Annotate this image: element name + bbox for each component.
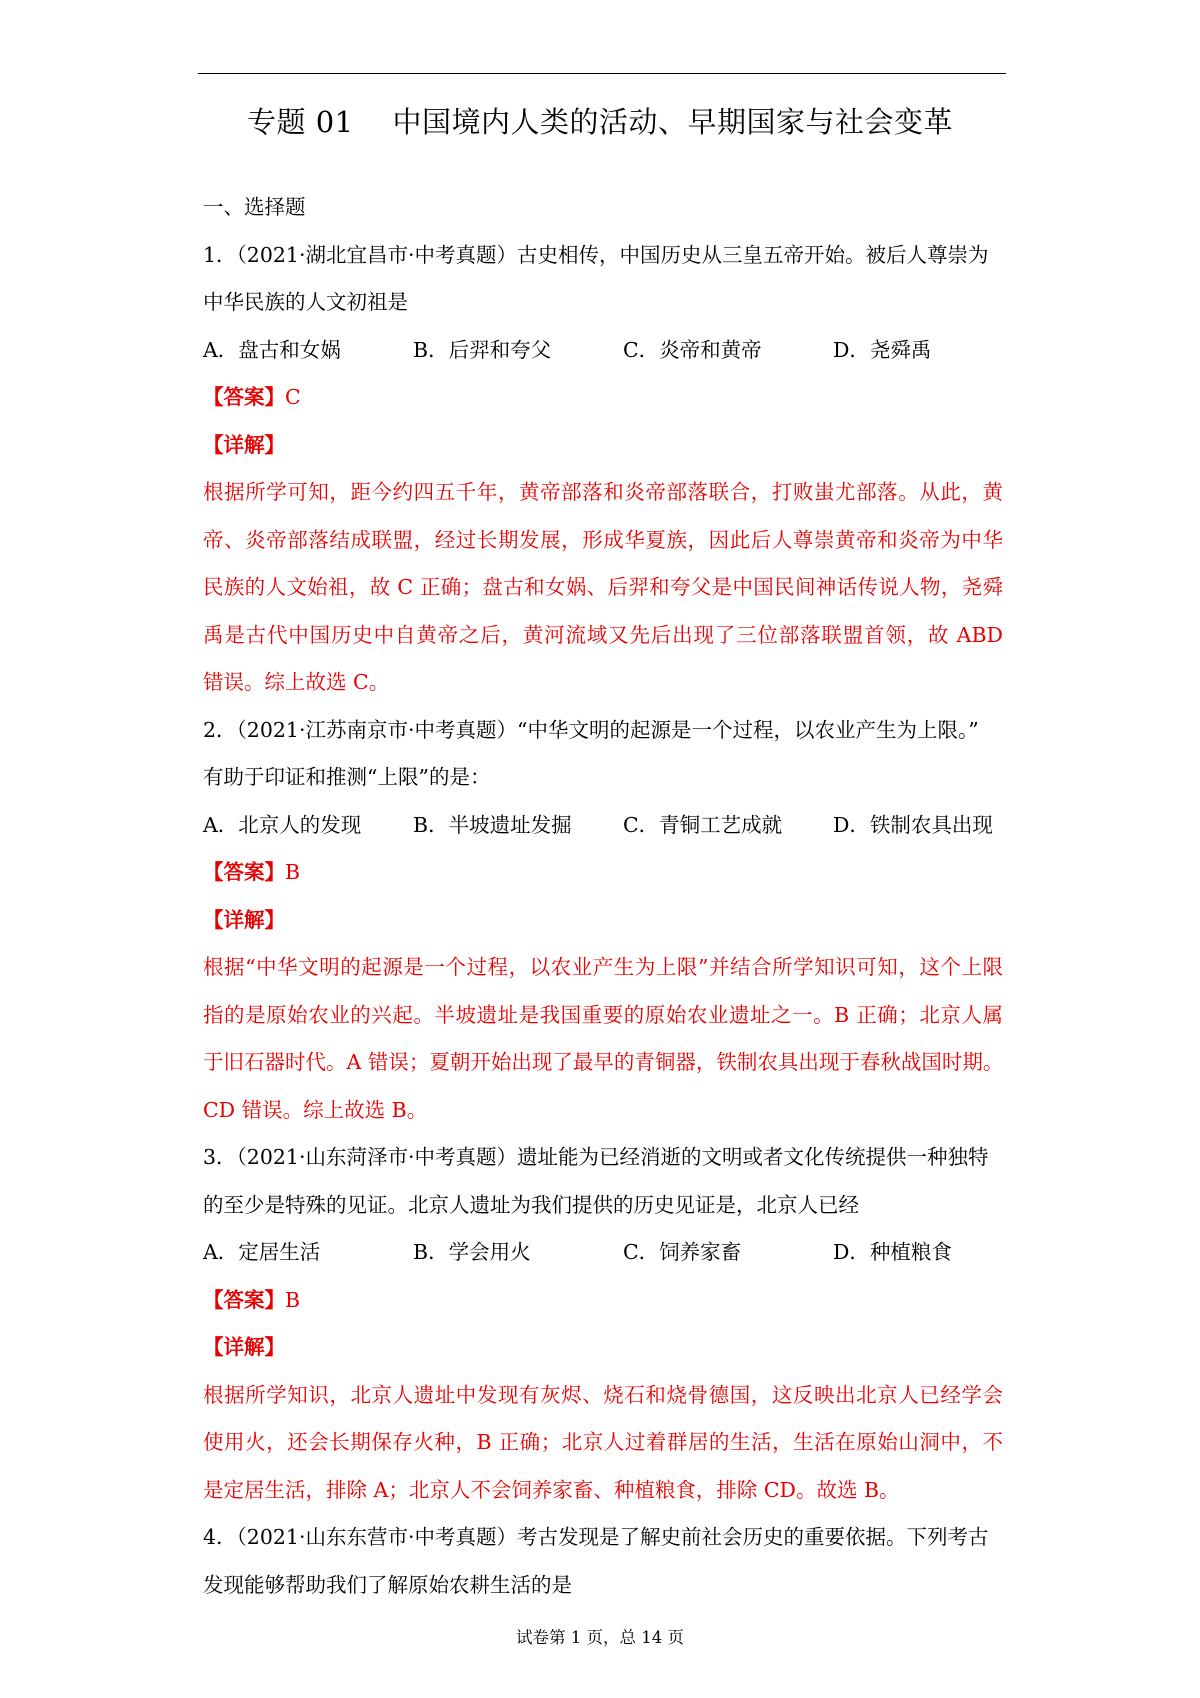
explanation-line: 于旧石器时代。A 错误；夏朝开始出现了最早的青铜器，铁制农具出现于春秋战国时期。: [203, 1050, 1004, 1074]
answer-options: [203, 327, 1003, 375]
page-footer: 试卷第 1 页，总 14 页: [516, 1628, 684, 1647]
option-d: D．种植粮食: [833, 1240, 952, 1264]
answer-line: [203, 849, 1003, 897]
option-d: D．铁制农具出现: [833, 812, 993, 837]
answer-value: B: [285, 860, 301, 884]
question-stem-line: 1．（2021·湖北宜昌市·中考真题）古史相传，中国历史从三皇五帝开始。被后人尊崇为: [203, 242, 989, 267]
detail-label: 【详解】: [203, 432, 285, 457]
option-c: C．饲养家畜: [623, 1240, 742, 1264]
answer-label: 【答案】: [203, 385, 285, 409]
answer-line: [203, 374, 1003, 422]
answer-label: 【答案】: [203, 860, 285, 884]
document-body: [203, 184, 1003, 1609]
option-c: C．青铜工艺成就: [623, 812, 783, 837]
option-d: D．尧舜禹: [833, 337, 932, 362]
explanation-line: 错误。综上故选 C。: [203, 670, 390, 694]
answer-value: B: [285, 1287, 301, 1312]
question-stem-line: 发现能够帮助我们了解原始农耕生活的是: [203, 1572, 572, 1597]
answer-options: [203, 802, 1003, 850]
detail-label: 【详解】: [203, 1335, 285, 1359]
option-b: B．半坡遗址发掘: [413, 812, 572, 837]
question-stem-line: 2．（2021·江苏南京市·中考真题）“中华文明的起源是一个过程，以农业产生为上限。”: [203, 717, 979, 742]
explanation-line: 指的是原始农业的兴起。半坡遗址是我国重要的原始农业遗址之一。B 正确；北京人属: [203, 1002, 1003, 1027]
option-a: A．北京人的发现: [203, 812, 362, 837]
explanation-line: 帝、炎帝部落结成联盟，经过长期发展，形成华夏族，因此后人尊崇黄帝和炎帝为中华: [203, 527, 1003, 552]
option-b: B．学会用火: [413, 1240, 531, 1264]
answer-value: C: [285, 385, 301, 409]
option-b: B．后羿和夸父: [413, 337, 552, 362]
question-2: [203, 707, 1003, 1135]
answer-options: [203, 1229, 1003, 1277]
explanation-line: 民族的人文始祖，故 C 正确；盘古和女娲、后羿和夸父是中国民间神话传说人物，尧舜: [203, 575, 1003, 599]
question-stem-line: 有助于印证和推测“上限”的是：: [203, 765, 491, 789]
question-stem-line: 中华民族的人文初祖是: [203, 290, 408, 314]
question-4: [203, 1514, 1003, 1609]
explanation-line: CD 错误。综上故选 B。: [203, 1097, 428, 1122]
option-a: A．定居生活: [203, 1240, 321, 1264]
explanation-line: 禹是古代中国历史中自黄帝之后，黄河流域又先后出现了三位部落联盟首领，故 ABD: [203, 622, 1003, 647]
explanation-line: 根据“中华文明的起源是一个过程，以农业产生为上限”并结合所学知识可知，这个上限: [203, 955, 1003, 979]
explanation-line: 根据所学可知，距今约四五千年，黄帝部落和炎帝部落联合，打败蚩尤部落。从此，黄: [203, 480, 1003, 504]
section-heading: 一、选择题: [203, 195, 306, 219]
page-title: 专题 01 中国境内人类的活动、早期国家与社会变革: [247, 105, 953, 139]
question-stem-line: 的至少是特殊的见证。北京人遗址为我们提供的历史见证是，北京人已经: [203, 1192, 859, 1217]
explanation-line: 是定居生活，排除 A；北京人不会饲养家畜、种植粮食，排除 CD。故选 B。: [203, 1477, 900, 1502]
question-stem-line: 4．（2021·山东东营市·中考真题）考古发现是了解史前社会历史的重要依据。下列考古: [203, 1525, 989, 1549]
answer-line: [203, 1277, 1003, 1325]
question-1: [203, 232, 1003, 707]
option-c: C．炎帝和黄帝: [623, 337, 762, 362]
explanation-line: 使用火，还会长期保存火种，B 正确；北京人过着群居的生活，生活在原始山洞中，不: [203, 1430, 1003, 1454]
option-a: A．盘古和女娲: [203, 337, 341, 362]
question-stem-line: 3．（2021·山东菏泽市·中考真题）遗址能为已经消逝的文明或者文化传统提供一种独特: [203, 1145, 989, 1169]
detail-label: 【详解】: [203, 907, 285, 932]
question-3: [203, 1134, 1003, 1514]
explanation-line: 根据所学知识，北京人遗址中发现有灰烬、烧石和烧骨德国，这反映出北京人已经学会: [203, 1382, 1003, 1407]
header-rule: [198, 73, 1006, 74]
answer-label: 【答案】: [203, 1287, 285, 1312]
